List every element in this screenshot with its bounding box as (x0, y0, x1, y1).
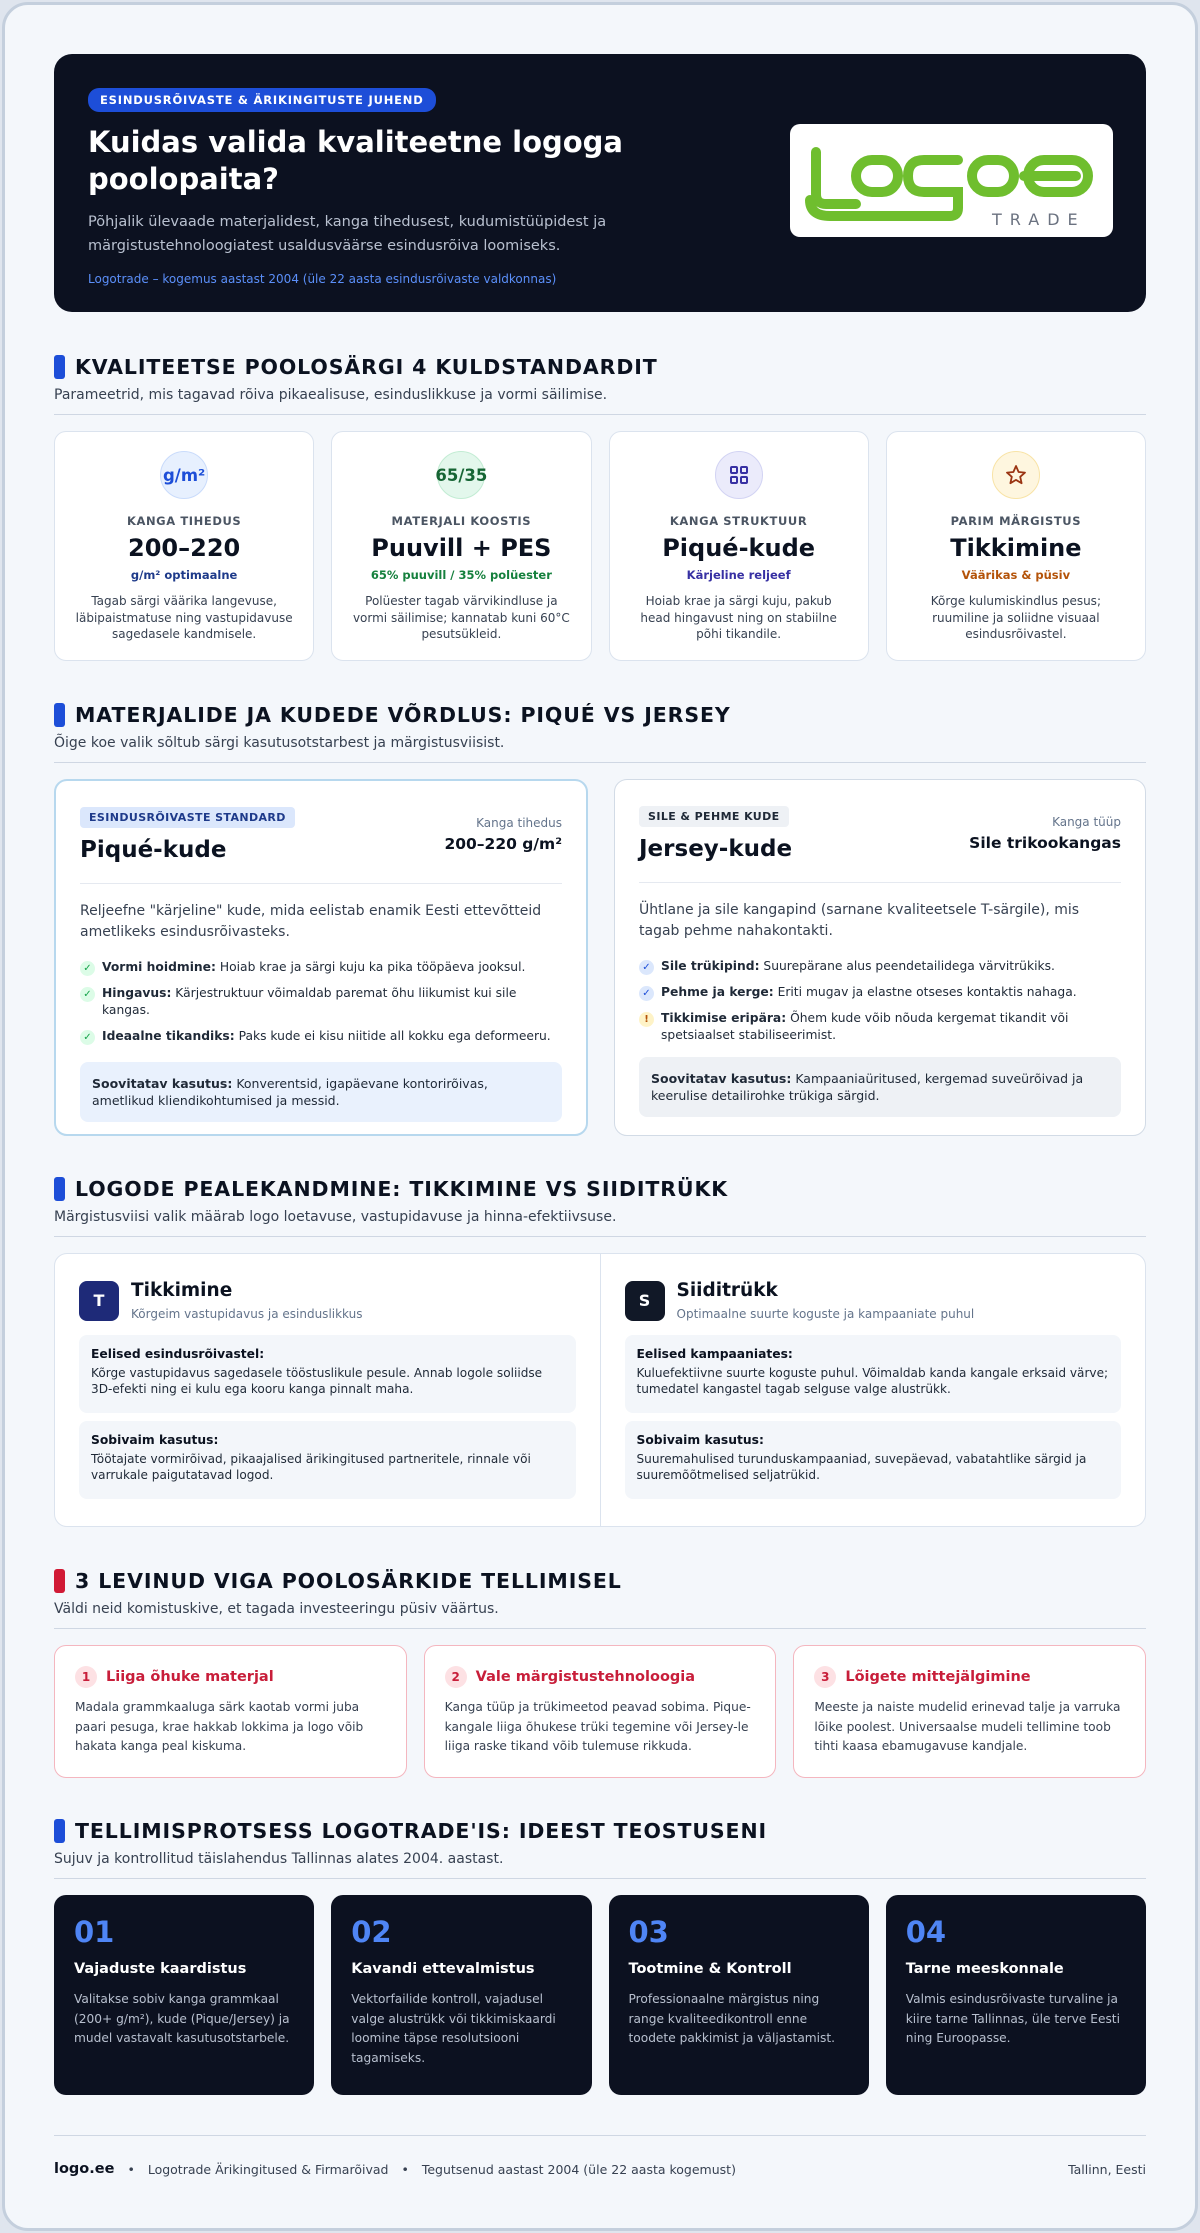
standard-card-density (54, 431, 314, 661)
mistake-card (54, 1645, 407, 1778)
divider (54, 1878, 1146, 1879)
process-subtitle: Sujuv ja kontrollitud täislahendus Tallinnas alates 2004. aastast. (54, 1851, 504, 1867)
standard-value: 200–220 (128, 534, 241, 562)
step-number: 03 (628, 1915, 669, 1949)
mistakes-subtitle: Väldi neid komistuskive, et tagada investeeringu püsiv väärtus. (54, 1601, 499, 1617)
standard-card-structure (609, 431, 869, 661)
standards-section (54, 355, 1146, 661)
check-icon: ✓ (639, 960, 654, 975)
standard-label: PARIM MÄRGISTUS (950, 514, 1082, 528)
recommendation-text: Kampaaniaüritused, kergemad suveürõivad ja keerulise detailirohke trükiga särgid. (651, 1071, 1084, 1103)
list-item (80, 985, 562, 1019)
embroidery-icon: T (79, 1281, 119, 1321)
process-section (54, 1819, 1146, 2095)
logo-graphic (790, 124, 1113, 237)
section-marker (54, 355, 65, 379)
logotrade-logo (790, 124, 1113, 237)
page-title: Kuidas valida kvaliteetne logoga poolopaita? (88, 125, 623, 196)
warning-icon: ! (639, 1012, 654, 1027)
process-step (54, 1895, 314, 2095)
jersey-features (639, 958, 1121, 1044)
jersey-meta-value: Sile trikookangas (969, 834, 1121, 852)
star-icon (992, 451, 1040, 499)
divider (80, 883, 562, 884)
mistake-title: Lõigete mittejälgimine (845, 1669, 1031, 1685)
section-marker (54, 703, 65, 727)
mistake-title: Liiga õhuke materjal (106, 1669, 274, 1685)
step-desc: Valitakse sobiv kanga grammkaal (200+ g/m²), kude (Pique/Jersey) ja mudel vastavalt kasutusotstarbele. (74, 1992, 290, 2045)
pique-meta-label: Kanga tihedus (476, 816, 562, 830)
list-item (639, 958, 1121, 975)
pique-name: Piqué-kude (80, 837, 227, 863)
experience-note: Logotrade – kogemus aastast 2004 (üle 22 aasta esindusrõivaste valdkonnas) (88, 272, 557, 286)
footer-brand[interactable]: logo.ee (54, 2161, 115, 2177)
divider (54, 414, 1146, 415)
list-item (80, 1028, 562, 1045)
box-text: Töötajate vormirõivad, pikaajalised ärikingitused partneritele, rinnale või varrukale paigutatavad logod. (91, 1452, 531, 1482)
methods-subtitle: Märgistusviisi valik määrab logo loetavuse, vastupidavuse ja hinna-efektiivsuse. (54, 1209, 617, 1225)
separator: • (127, 2161, 135, 2177)
mistake-desc: Madala grammkaaluga särk kaotab vormi juba paari pesuga, krae hakkab lokkima ja logo võib hakata kanga peal kiskuma. (75, 1700, 364, 1753)
mistake-card (424, 1645, 777, 1778)
feature-text: Hoiab krae ja särgi kuju ka pika tööpäeva jooksul. (215, 960, 526, 974)
divider (54, 1628, 1146, 1629)
recommendation-label: Soovitatav kasutus: (92, 1076, 233, 1091)
standard-note: Kärjeline reljeef (686, 568, 791, 582)
screenprint-tagline: Optimaalne suurte koguste ja kampaaniate puhul (676, 1307, 975, 1321)
check-icon: ✓ (639, 986, 654, 1001)
footer-since: Tegutsenud aastast 2004 (üle 22 aasta kogemust) (421, 2161, 736, 2177)
feature-text: Suurepärane alus peendetailidega värvitrükiks. (759, 959, 1055, 973)
hero-subtitle: Põhjalik ülevaade materjalidest, kanga tihedusest, kudumistüüpidest ja märgistustehnoloogiatest usaldusväärse esindusrõiva loomiseks. (88, 214, 607, 254)
standards-title: KVALITEETSE POOLOSÄRGI 4 KULDSTANDARDIT (75, 355, 658, 379)
embroidery-tagline: Kõrgeim vastupidavus ja esinduslikkus (131, 1307, 363, 1321)
pique-desc: Reljeefne "kärjeline" kude, mida eelistab enamik Eesti ettevõtteid ametlikeks esindusrõivasteks. (80, 903, 542, 940)
box-title: Sobivaim kasutus: (636, 1433, 764, 1447)
mistake-title: Vale märgistustehnoloogia (475, 1669, 696, 1685)
feature-title: Pehme ja kerge: (661, 985, 774, 999)
screenprint-name: Siiditrükk (676, 1280, 778, 1301)
section-marker (54, 1569, 65, 1593)
feature-title: Hingavus: (102, 986, 172, 1000)
jersey-card (614, 779, 1146, 1136)
standard-card-marking (886, 431, 1146, 661)
step-number: 01 (74, 1915, 115, 1949)
footer-location: Tallinn, Eesti (1068, 2161, 1146, 2177)
standard-label: MATERJALI KOOSTIS (391, 514, 532, 528)
box-text: Kuluefektiivne suurte koguste puhul. Võimaldab kanda kangale erksaid värve; tumedatel kangastel tagab selguse valge alustrükk. (636, 1366, 1109, 1396)
standard-desc: Polüester tagab värvikindluse ja vormi säilimise; kannatab kuni 60°C pesutsükleid. (352, 594, 570, 641)
standard-note: g/m² optimaalne (130, 568, 238, 582)
standard-label: KANGA TIHEDUS (126, 514, 242, 528)
pique-meta-value: 200–220 g/m² (444, 835, 562, 853)
box-title: Sobivaim kasutus: (91, 1433, 219, 1447)
step-number: 04 (905, 1915, 947, 1949)
standard-desc: Kõrge kulumiskindlus pesus; ruumiline ja soliidne visuaal esindusrõivastel. (930, 594, 1101, 641)
density-icon: g/m² (160, 451, 208, 499)
check-icon: ✓ (80, 987, 95, 1002)
divider (54, 2135, 1146, 2136)
embroidery-usage (79, 1421, 576, 1499)
check-icon: ✓ (80, 961, 95, 976)
pique-tag: ESINDUSRÕIVASTE STANDARD (80, 807, 295, 828)
hero-banner (54, 54, 1146, 312)
step-title: Tootmine & Kontroll (628, 1961, 792, 1977)
content (54, 54, 1146, 2177)
pique-card (54, 779, 588, 1136)
mistakes-section (54, 1569, 1146, 1778)
jersey-tag: SILE & PEHME KUDE (639, 806, 789, 827)
list-item (639, 1010, 1121, 1044)
embroidery-name: Tikkimine (131, 1280, 233, 1301)
feature-title: Sile trükipind: (661, 959, 760, 973)
grid-icon (715, 451, 763, 499)
step-number: 02 (351, 1915, 392, 1949)
feature-text: Õhem kude võib nõuda kergemat tikandit või spetsiaalset stabiliseerimist. (661, 1011, 1069, 1042)
mistake-desc: Meeste ja naiste mudelid erinevad talje ja varruka lõike poolest. Universaalse mudeli tellimine toob tihti kaasa ebamugavuse kandjale. (814, 1700, 1121, 1753)
divider (639, 882, 1121, 883)
step-title: Kavandi ettevalmistus (351, 1961, 535, 1977)
list-item (80, 959, 562, 976)
separator: • (401, 2161, 409, 2177)
standard-value: Puuvill + PES (371, 534, 552, 562)
standard-note: 65% puuvill / 35% polüester (370, 568, 552, 582)
process-step (886, 1895, 1146, 2095)
feature-title: Tikkimise eripära: (661, 1011, 787, 1025)
screenprint-benefits (625, 1335, 1122, 1413)
standard-desc: Tagab särgi väärika langevuse, läbipaistmatuse ning vastupidavuse sagedasele kandmisele. (75, 594, 293, 641)
standard-value: Tikkimine (950, 534, 1082, 562)
divider (54, 762, 1146, 763)
compare-title: MATERJALIDE JA KUDEDE VÕRDLUS: PIQUÉ VS JERSEY (75, 703, 731, 727)
mistake-number: 1 (75, 1666, 97, 1688)
mistake-number: 2 (445, 1666, 467, 1688)
step-title: Tarne meeskonnale (905, 1961, 1064, 1977)
feature-text: Paks kude ei kisu niitide all kokku ega deformeeru. (234, 1029, 551, 1043)
embroidery-benefits (79, 1335, 576, 1413)
feature-title: Ideaalne tikandiks: (102, 1029, 235, 1043)
logo-subtext: TRADE (992, 210, 1086, 229)
standard-note: Väärikas & püsiv (961, 568, 1071, 582)
logo-methods-section (54, 1177, 1146, 1527)
box-title: Eelised esindusrõivastel: (91, 1347, 265, 1361)
guide-badge: ESINDUSRÕIVASTE & ÄRIKINGITUSTE JUHEND (88, 88, 436, 112)
step-desc: Valmis esindusrõivaste turvaline ja kiire tarne Tallinnas, üle terve Eesti ning Euroopasse. (905, 1992, 1120, 2045)
recommendation-text: Konverentsid, igapäevane kontorirõivas, ametlikud kliendikohtumised ja messid. (92, 1076, 488, 1108)
list-item (639, 984, 1121, 1001)
process-step (609, 1895, 869, 2095)
page (2, 2, 1198, 2231)
mistake-number: 3 (814, 1666, 836, 1688)
jersey-desc: Ühtlane ja sile kangapind (sarnane kvaliteetsele T-särgile), mis tagab pehme nahakontakti. (639, 902, 1080, 939)
section-marker (54, 1177, 65, 1201)
pique-features (80, 959, 562, 1045)
screenprint-column (600, 1254, 1146, 1526)
pique-recommendation (80, 1062, 562, 1122)
step-desc: Vektorfailide kontroll, vajadusel valge alustrükk või tikkimiskaardi loomine täpse resolutsiooni tagamiseks. (351, 1992, 556, 2065)
step-title: Vajaduste kaardistus (74, 1961, 247, 1977)
standards-subtitle: Parameetrid, mis tagavad rõiva pikaealisuse, esinduslikkuse ja vormi säilimise. (54, 387, 608, 403)
section-marker (54, 1819, 65, 1843)
mistake-card (793, 1645, 1146, 1778)
standard-label: KANGA STRUKTUUR (669, 514, 808, 528)
standard-desc: Hoiab krae ja särgi kuju, pakub head hingavust ning on stabiilne põhi tikandile. (640, 594, 837, 641)
standard-card-composition (331, 431, 591, 661)
screenprint-usage (625, 1421, 1122, 1499)
box-text: Suuremahulised turunduskampaaniad, suvepäevad, vabatahtlike särgid ja suuremõõtmelised seljatrükid. (636, 1452, 1087, 1482)
methods-title: LOGODE PEALEKANDMINE: TIKKIMINE VS SIIDITRÜKK (75, 1177, 729, 1201)
box-text: Kõrge vastupidavus sagedasele tööstuslikule pesule. Annab logole soliidse 3D-efekti ning ei kulu ega kooru kanga pinnalt maha. (91, 1366, 543, 1396)
composition-icon: 65/35 (437, 451, 485, 499)
footer (54, 2135, 1146, 2177)
recommendation-label: Soovitatav kasutus: (651, 1071, 792, 1086)
jersey-name: Jersey-kude (639, 836, 793, 862)
feature-text: Kärjestruktuur võimaldab paremat õhu liikumist kui sile kangas. (102, 986, 517, 1017)
divider (54, 1236, 1146, 1237)
check-icon: ✓ (80, 1030, 95, 1045)
feature-text: Eriti mugav ja elastne otseses kontaktis nahaga. (773, 985, 1077, 999)
fabric-compare-section (54, 703, 1146, 1136)
jersey-recommendation (639, 1057, 1121, 1117)
compare-subtitle: Õige koe valik sõltub särgi kasutusotstarbest ja märgistusviisist. (54, 735, 505, 751)
standard-value: Piqué-kude (662, 534, 816, 562)
process-title: TELLIMISPROTSESS LOGOTRADE'IS: IDEEST TEOSTUSENI (75, 1819, 768, 1843)
box-title: Eelised kampaaniates: (636, 1347, 793, 1361)
mistakes-title: 3 LEVINUD VIGA POOLOSÄRKIDE TELLIMISEL (75, 1569, 622, 1593)
jersey-meta-label: Kanga tüüp (1052, 815, 1121, 829)
footer-company: Logotrade Ärikingitused & Firmarõivad (147, 2161, 389, 2177)
process-step (331, 1895, 591, 2095)
embroidery-column (55, 1254, 600, 1526)
step-desc: Professionaalne märgistus ning range kvaliteedikontroll enne toodete pakkimist ja väljastamist. (628, 1992, 836, 2045)
screenprint-icon: S (625, 1281, 665, 1321)
mistake-desc: Kanga tüüp ja trükimeetod peavad sobima. Pique-kangale liiga õhukese trüki tegemine või Jersey-le liiga raske tikand võib tulemuse rikkuda. (444, 1700, 751, 1753)
feature-title: Vormi hoidmine: (102, 960, 216, 974)
